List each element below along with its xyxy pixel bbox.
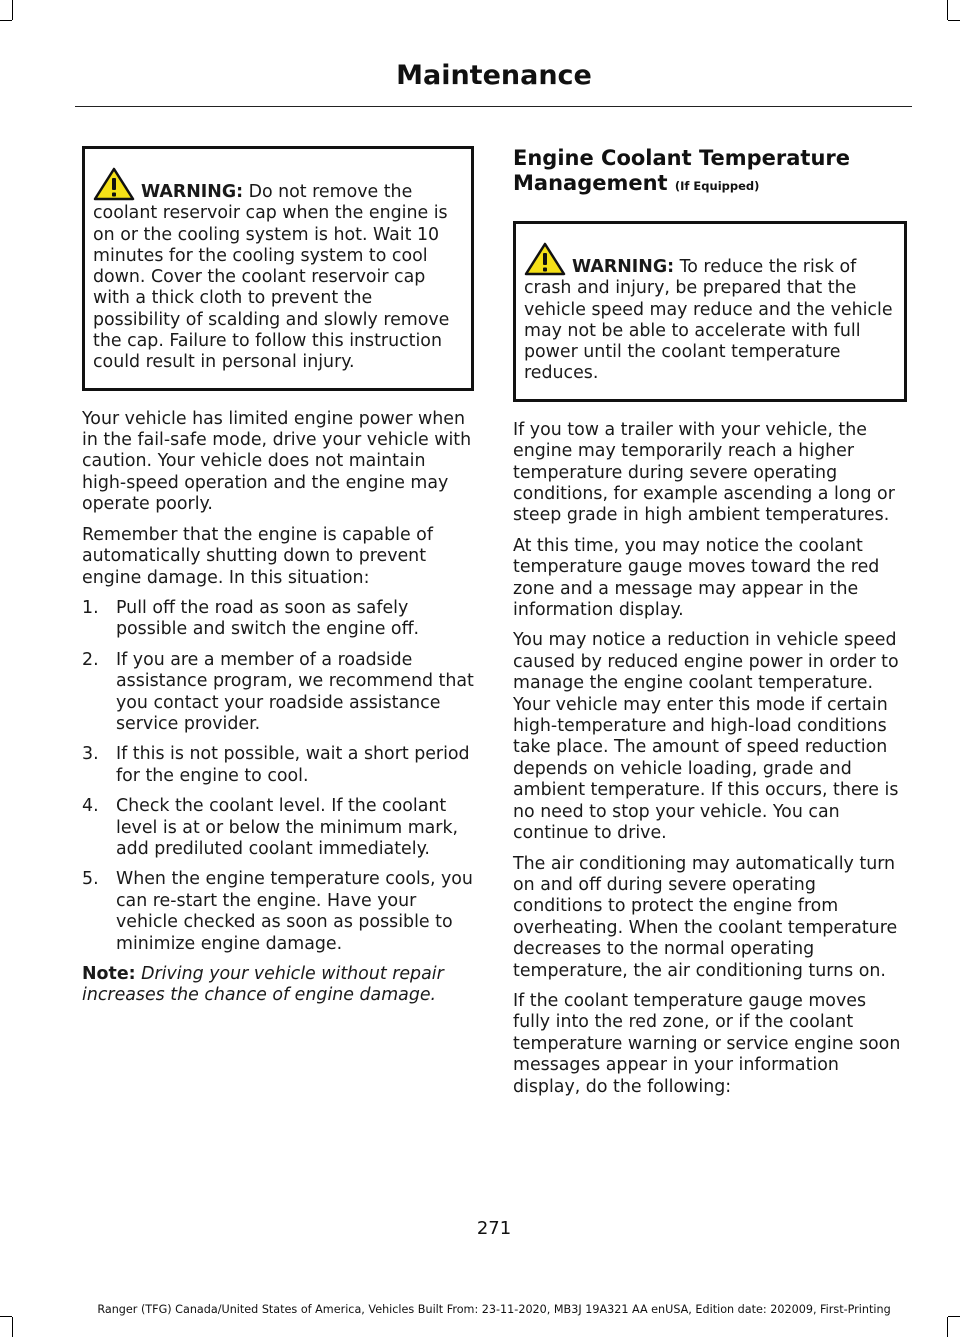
crop-mark	[947, 1317, 948, 1337]
step-number: 4.	[82, 796, 99, 817]
step-text: When the engine temperature cools, you can re-start the engine. Have your vehicle checked as soon as possible to minimize engine damage.	[116, 869, 473, 954]
step-number: 2.	[82, 649, 99, 670]
section-heading-line1: Engine Coolant Temperature	[513, 146, 851, 170]
note-text: Driving your vehicle without repair increases the chance of engine damage.	[82, 964, 444, 1006]
section-heading	[513, 146, 907, 199]
step-text: If you are a member of a roadside assistance program, we recommend that you contact your roadside assistance service provider.	[116, 649, 474, 734]
crop-mark	[0, 1316, 12, 1317]
step-text: Pull off the road as soon as safely possible and switch the engine off.	[116, 597, 420, 640]
crop-mark	[947, 0, 948, 20]
list-item	[82, 869, 474, 955]
paragraph: If you tow a trailer with your vehicle, the engine may temporarily reach a higher temperature during severe operating conditions, for example ascending a long or steep grade in high ambient temperatures.	[513, 419, 895, 526]
step-text: Check the coolant level. If the coolant level is at or below the minimum mark, add prediluted coolant immediately.	[116, 796, 459, 859]
step-number: 1.	[82, 597, 99, 618]
crop-mark	[0, 20, 12, 21]
note	[82, 964, 474, 1007]
section-heading-line2: Management	[513, 171, 668, 195]
warning-label: WARNING:	[141, 182, 244, 202]
warning-text: Do not remove the coolant reservoir cap when the engine is on or the cooling system is hot. Wait 10 minutes for the cooling system to cool down. Cover the coolant reservoir cap with a thick cloth to prevent the possibility of scalding and slowly remove the cap. Failure to follow this instruction could result in personal injury.	[93, 182, 450, 373]
warning-box	[82, 146, 474, 391]
crop-mark	[12, 1317, 13, 1337]
paragraph: Your vehicle has limited engine power when in the fail-safe mode, drive your vehicle with caution. Your vehicle does not maintain high-speed operation and the engine may operate poorly.	[82, 408, 472, 515]
step-number: 5.	[82, 869, 99, 890]
left-column	[82, 146, 474, 1016]
list-item	[82, 744, 474, 787]
warning-label: WARNING:	[572, 257, 675, 277]
warning-box	[513, 221, 907, 402]
warning-text: To reduce the risk of crash and injury, be prepared that the vehicle speed may reduce and the vehicle may not be able to accelerate with full power until the coolant temperature reduces.	[524, 257, 893, 384]
step-text: If this is not possible, wait a short period for the engine to cool.	[116, 744, 470, 786]
paragraph: Remember that the engine is capable of automatically shutting down to prevent engine damage. In this situation:	[82, 524, 433, 588]
page-number: 271	[476, 1218, 512, 1239]
step-number: 3.	[82, 744, 99, 765]
list-item	[82, 650, 474, 736]
crop-mark	[12, 0, 13, 20]
list-item	[82, 796, 474, 860]
right-column	[513, 146, 907, 1107]
paragraph: At this time, you may notice the coolant temperature gauge moves toward the red zone and a message may appear in the information display.	[513, 535, 880, 621]
warning-triangle-icon	[524, 242, 566, 276]
section-qualifier: (If Equipped)	[674, 179, 760, 193]
note-label: Note:	[82, 964, 136, 985]
crop-mark	[948, 20, 960, 21]
list-item	[82, 598, 474, 641]
page-title: Maintenance	[396, 60, 592, 91]
paragraph: The air conditioning may automatically turn on and off during severe operating conditions to protect the engine from overheating. When the coolant temperature decreases to the normal operating temperature, the air conditioning turns on.	[513, 853, 898, 981]
warning-triangle-icon	[93, 167, 135, 201]
paragraph: You may notice a reduction in vehicle speed caused by reduced engine power in order to manage the engine coolant temperature. Your vehicle may enter this mode if certain high-temperature and high-load conditions take place. The amount of speed reduction depends on vehicle loading, grade and ambient temperature. If this occurs, there is no need to stop your vehicle. You can continue to drive.	[513, 630, 899, 844]
paragraph: If the coolant temperature gauge moves fully into the red zone, or if the coolant temperature warning or service engine soon messages appear in your information display, do the following:	[513, 990, 901, 1097]
header-divider	[75, 106, 912, 107]
steps-list	[82, 598, 474, 955]
crop-mark	[948, 1316, 960, 1317]
footer-text: Ranger (TFG) Canada/United States of America, Vehicles Built From: 23-11-2020, MB3J 19A321 AA enUSA, Edition date: 202009, First-Printing	[97, 1303, 891, 1316]
